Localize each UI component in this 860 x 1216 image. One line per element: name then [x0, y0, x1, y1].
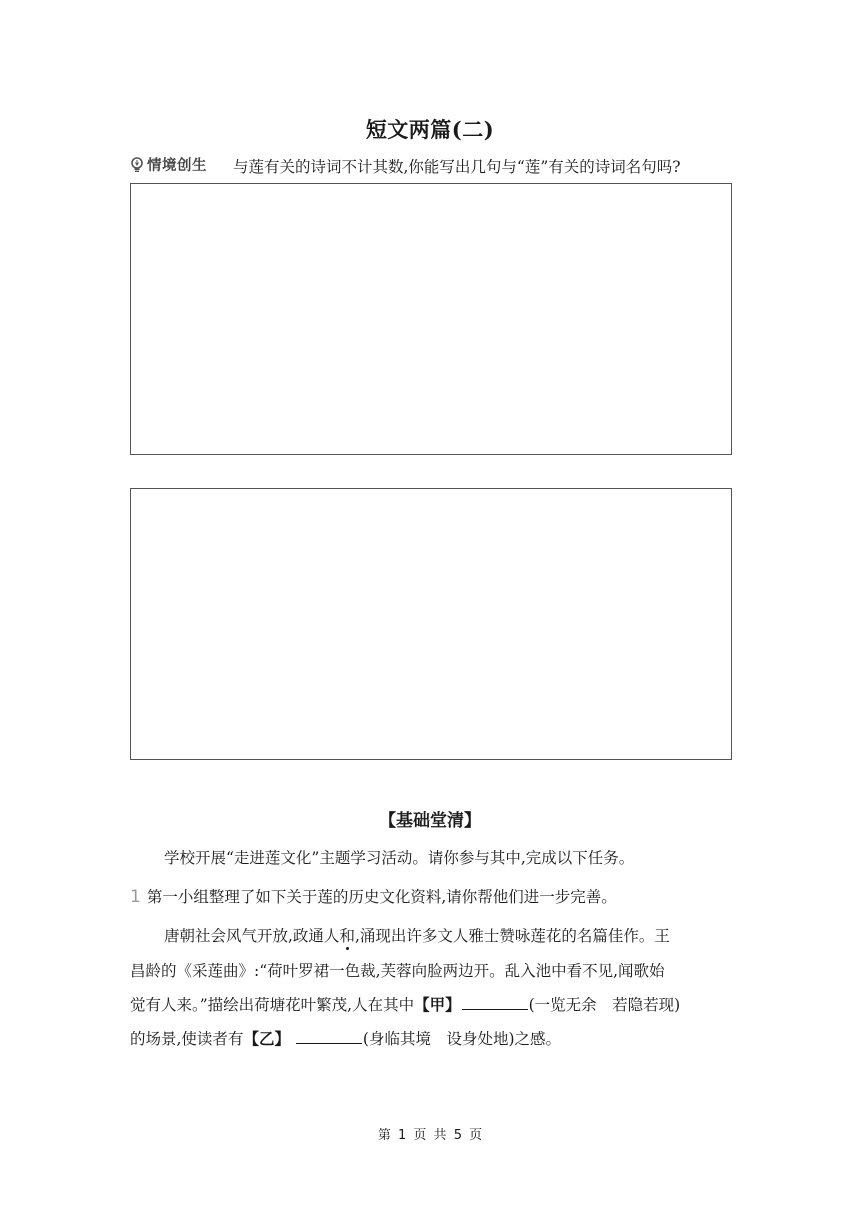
scenario-badge-label: 情境创生 [147, 158, 207, 174]
intro-paragraph: 学校开展“走进莲文化”主题学习活动。请你参与其中,完成以下任务。 [164, 849, 635, 867]
passage-line [130, 924, 764, 946]
section-heading: 【基础堂清】 [379, 811, 481, 831]
passage-text: ,涌现出许多文人雅士赞咏莲花的名篇佳作。王 [354, 927, 670, 945]
passage-text: 觉有人来。”描绘出荷塘花叶繁茂,人在其中 [130, 996, 415, 1014]
scenario-prompt: 与莲有关的诗词不计其数,你能写出几句与“莲”有关的诗词名句吗? [233, 158, 681, 176]
emphasized-char: 和 [339, 924, 355, 946]
scenario-badge [130, 154, 207, 175]
page-footer: 第 1 页 共 5 页 [377, 1128, 483, 1143]
marker-yi: 【乙】 [243, 1029, 290, 1048]
answer-blank-jia[interactable] [462, 994, 528, 1010]
answer-box[interactable] [130, 183, 732, 455]
marker-jia: 【甲】 [414, 995, 461, 1014]
passage-text: 的场景,使读者有 [130, 1030, 244, 1048]
scenario-row [130, 154, 732, 180]
question-text: 第一小组整理了如下关于莲的历史文化资料,请你帮他们进一步完善。 [146, 888, 617, 906]
passage-line [130, 993, 730, 1015]
options-yi: (身临其境 设身处地)之感。 [362, 1030, 561, 1048]
answer-box[interactable] [130, 488, 732, 760]
passage-text: 昌龄的《采莲曲》:“荷叶罗裙一色裁,芙蓉向脸两边开。乱入池中看不见,闻歌始 [130, 962, 665, 980]
options-jia: (一览无余 若隐若现) [528, 996, 681, 1014]
passage-text: 唐朝社会风气开放,政通人 [164, 927, 340, 945]
question-1 [130, 885, 730, 907]
passage-line [130, 1027, 730, 1049]
passage-line [130, 959, 730, 981]
answer-blank-yi[interactable] [296, 1028, 362, 1044]
page-title: 短文两篇(二) [365, 117, 495, 142]
lightbulb-icon [130, 157, 144, 173]
question-number: 1 [130, 887, 141, 907]
